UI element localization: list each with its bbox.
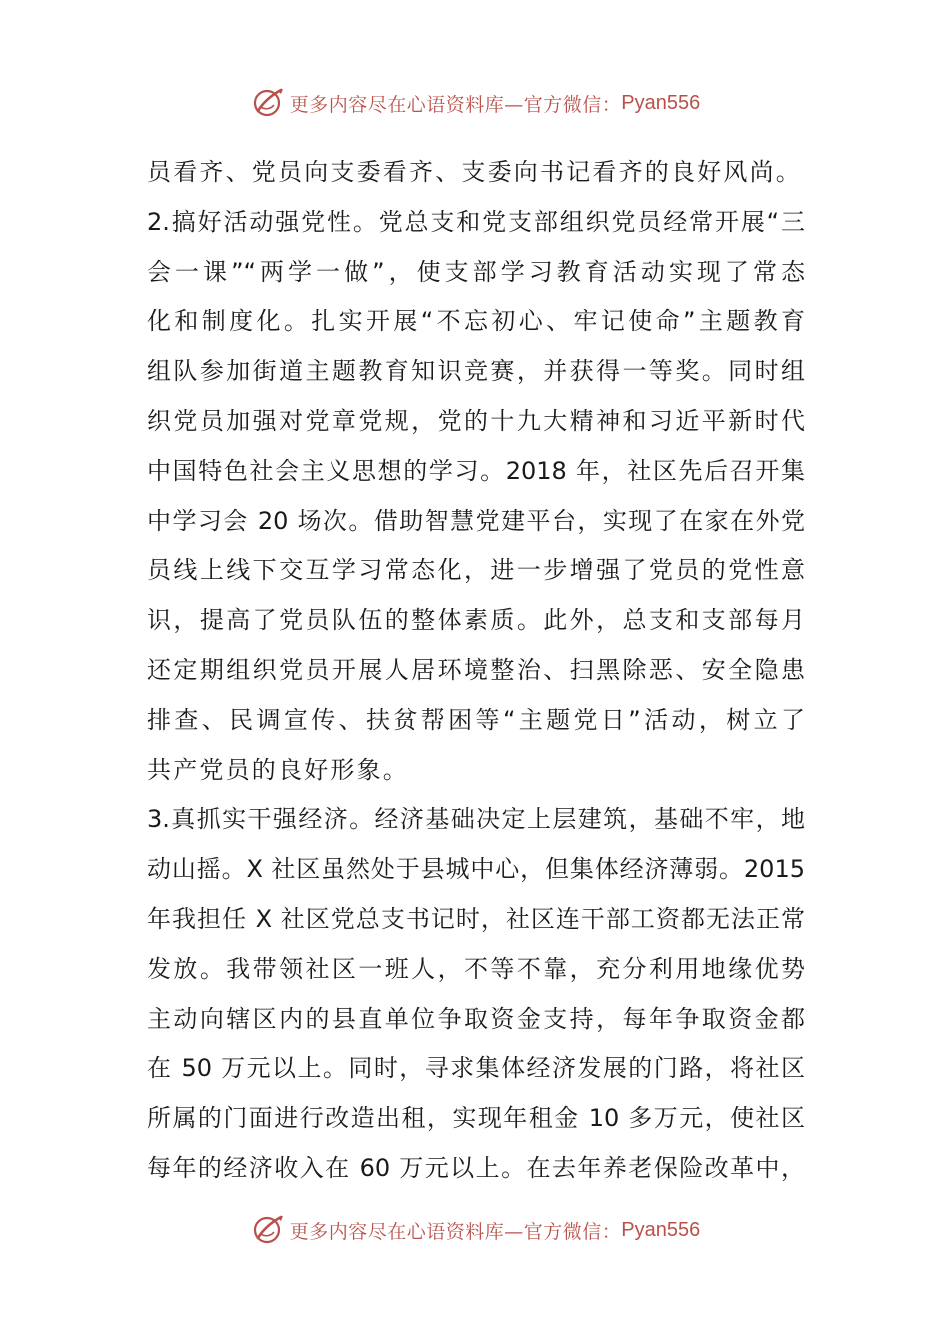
body-line: 化和制度化。扎实开展“不忘初心、牢记使命”主题教育 — [147, 307, 805, 336]
header-watermark-banner — [0, 83, 950, 123]
body-line: 员线上线下交互学习常态化，进一步增强了党员的党性意 — [147, 556, 805, 585]
body-line: 所属的门面进行改造出租，实现年租金 10 多万元，使社区 — [147, 1104, 805, 1133]
body-line: 识，提高了党员队伍的整体素质。此外，总支和支部每月 — [147, 606, 805, 635]
body-line: 主动向辖区内的县直单位争取资金支持，每年争取资金都 — [147, 1004, 805, 1033]
body-line: 3.真抓实干强经济。经济基础决定上层建筑，基础不牢，地 — [147, 805, 805, 834]
body-line: 还定期组织党员开展人居环境整治、扫黑除恶、安全隐患 — [147, 655, 805, 684]
body-line: 中国特色社会主义思想的学习。2018 年，社区先后召开集 — [147, 456, 805, 485]
body-line: 2.搞好活动强党性。党总支和党支部组织党员经常开展“三 — [147, 207, 805, 236]
body-line: 会一课”“两学一做”，使支部学习教育活动实现了常态 — [147, 257, 805, 286]
body-line: 组队参加街道主题教育知识竞赛，并获得一等奖。同时组 — [147, 357, 805, 386]
body-line: 员看齐、党员向支委看齐、支委向书记看齐的良好风尚。 — [147, 158, 802, 186]
body-line: 共产党员的良好形象。 — [147, 755, 409, 784]
body-line: 排查、民调宣传、扶贫帮困等“主题党日”活动，树立了 — [147, 705, 805, 734]
footer-watermark-banner — [0, 1210, 950, 1250]
body-line: 每年的经济收入在 60 万元以上。在去年养老保险改革中， — [147, 1153, 805, 1182]
body-line: 动山摇。X 社区虽然处于县城中心，但集体经济薄弱。2015 — [147, 855, 805, 884]
body-line: 织党员加强对党章党规，党的十九大精神和习近平新时代 — [147, 406, 805, 435]
banner-wechat-id: Pyan556 — [621, 91, 701, 114]
body-line: 发放。我带领社区一班人，不等不靠，充分利用地缘优势 — [147, 954, 805, 983]
body-line: 在 50 万元以上。同时，寻求集体经济发展的门路，将社区 — [147, 1054, 805, 1083]
body-line: 中学习会 20 场次。借助智慧党建平台，实现了在家在外党 — [147, 506, 805, 535]
body-line: 年我担任 X 社区党总支书记时，社区连干部工资都无法正常 — [147, 904, 805, 933]
pen-swirl-logo-icon — [250, 1212, 286, 1248]
document-body — [147, 148, 805, 1194]
banner-text: 更多内容尽在心语资料库—官方微信： — [289, 93, 622, 116]
banner-wechat-id: Pyan556 — [621, 1218, 701, 1241]
pen-swirl-logo-icon — [250, 85, 286, 121]
banner-text: 更多内容尽在心语资料库—官方微信： — [289, 1220, 622, 1243]
